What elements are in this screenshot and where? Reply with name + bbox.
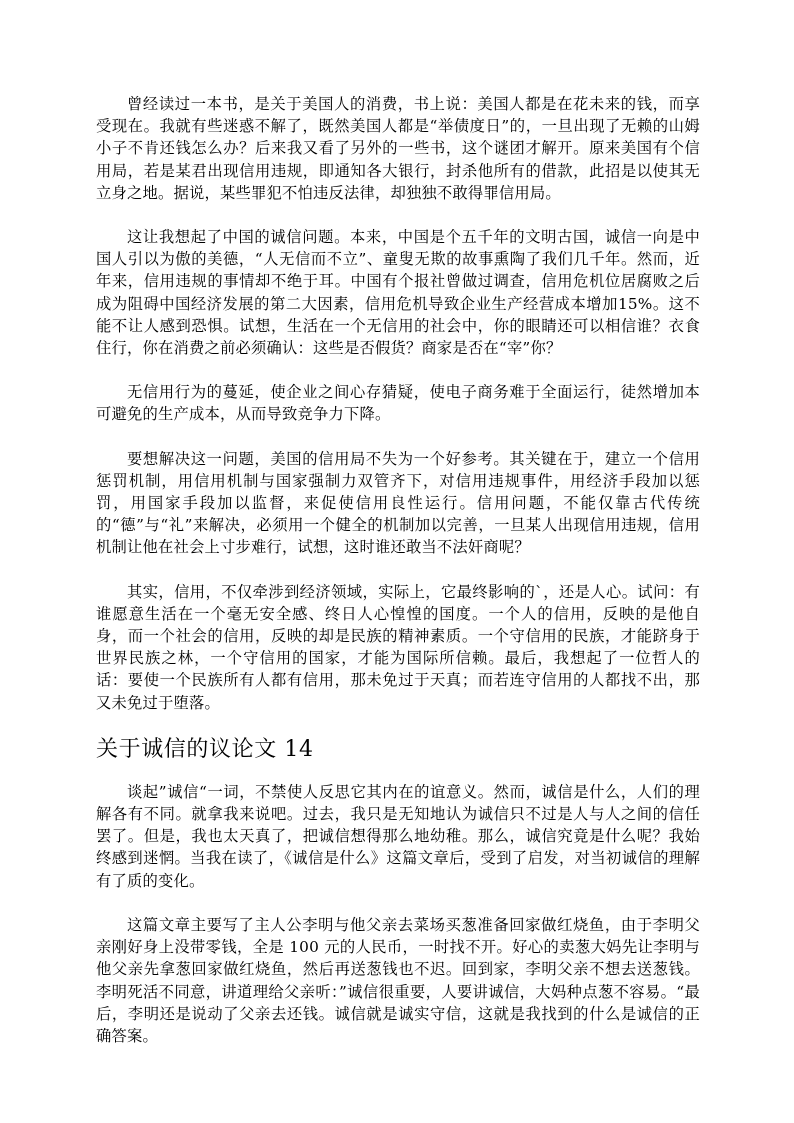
document-page xyxy=(96,93,700,1069)
section-heading: 关于诚信的议论文 14 xyxy=(96,736,314,762)
paragraph: 谈起”诚信“一词，不禁使人反思它其内在的谊意义。然而，诚信是什么，人们的理解各有不同。就拿我来说吧。过去，我只是无知地认为诚信只不过是人与人之间的信任罢了。但是，我也太天真了，把诚信想得那么地幼稚。那么，诚信究竟是什么呢？我始终感到迷惘。当我在读了，《诚信是什么》这篇文章后，受到了启发，对当初诚信的理解有了质的变化。 xyxy=(96,782,700,890)
paragraph: 其实，信用，不仅牵涉到经济领域，实际上，它最终影响的`，还是人心。试问：有谁愿意生活在一个毫无安全感、终日人心惶惶的国度。一个人的信用，反映的是他自身，而一个社会的信用，反映的却是民族的精神素质。一个守信用的民族，才能跻身于世界民族之林，一个守信用的国家，才能为国际所信赖。最后，我想起了一位哲人的话：要使一个民族所有人都有信用，那未免过于天真；而若连守信用的人都找不出，那又未免过于堕落。 xyxy=(96,582,700,712)
paragraph: 要想解决这一问题，美国的信用局不失为一个好参考。其关键在于，建立一个信用惩罚机制，用信用机制与国家强制力双管齐下，对信用违规事件，用经济手段加以惩罚，用国家手段加以监督，来促使信用良性运行。信用问题，不能仅靠古代传统的“德”与“礼”来解决，必须用一个健全的机制加以完善，一旦某人出现信用违规，信用机制让他在社会上寸步难行，试想，这时谁还敢当不法奸商呢？ xyxy=(96,449,700,557)
paragraph: 这篇文章主要写了主人公李明与他父亲去菜场买葱准备回家做红烧鱼，由于李明父亲刚好身上没带零钱，全是 100 元的人民币，一时找不开。好心的卖葱大妈先让李明与他父亲先拿葱回家做红烧鱼，然后再送葱钱也不迟。回到家，李明父亲不想去送葱钱。李明死活不同意，讲道理给父亲听：”诚信很重要，人要讲诚信，大妈种点葱不容易。“最后，李明还是说动了父亲去还钱。诚信就是诚实守信，这就是我找到的什么是诚信的正确答案。 xyxy=(96,915,700,1045)
paragraph: 这让我想起了中国的诚信问题。本来，中国是个五千年的文明古国，诚信一向是中国人引以为傲的美德，“人无信而不立”、童叟无欺的故事熏陶了我们几千年。然而，近年来，信用违规的事情却不绝于耳。中国有个报社曾做过调查，信用危机位居腐败之后成为阻碍中国经济发展的第二大因素，信用危机导致企业生产经营成本增加15%。这不能不让人感到恐惧。试想，生活在一个无信用的社会中，你的眼睛还可以相信谁？衣食住行，你在消费之前必须确认：这些是否假货？商家是否在“宰”你？ xyxy=(96,228,700,358)
paragraph: 无信用行为的蔓延，使企业之间心存猜疑，使电子商务难于全面运行，徒然增加本可避免的生产成本，从而导致竞争力下降。 xyxy=(96,383,700,424)
paragraph: 曾经读过一本书，是关于美国人的消费，书上说：美国人都是在花未来的钱，而享受现在。我就有些迷惑不解了，既然美国人都是“举债度日”的，一旦出现了无赖的山姆小子不肯还钱怎么办？后来我又看了另外的一些书，这个谜团才解开。原来美国有个信用局，若是某君出现信用违规，即通知各大银行，封杀他所有的借款，此招是以使其无立身之地。据说，某些罪犯不怕违反法律，却独独不敢得罪信用局。 xyxy=(96,95,700,202)
